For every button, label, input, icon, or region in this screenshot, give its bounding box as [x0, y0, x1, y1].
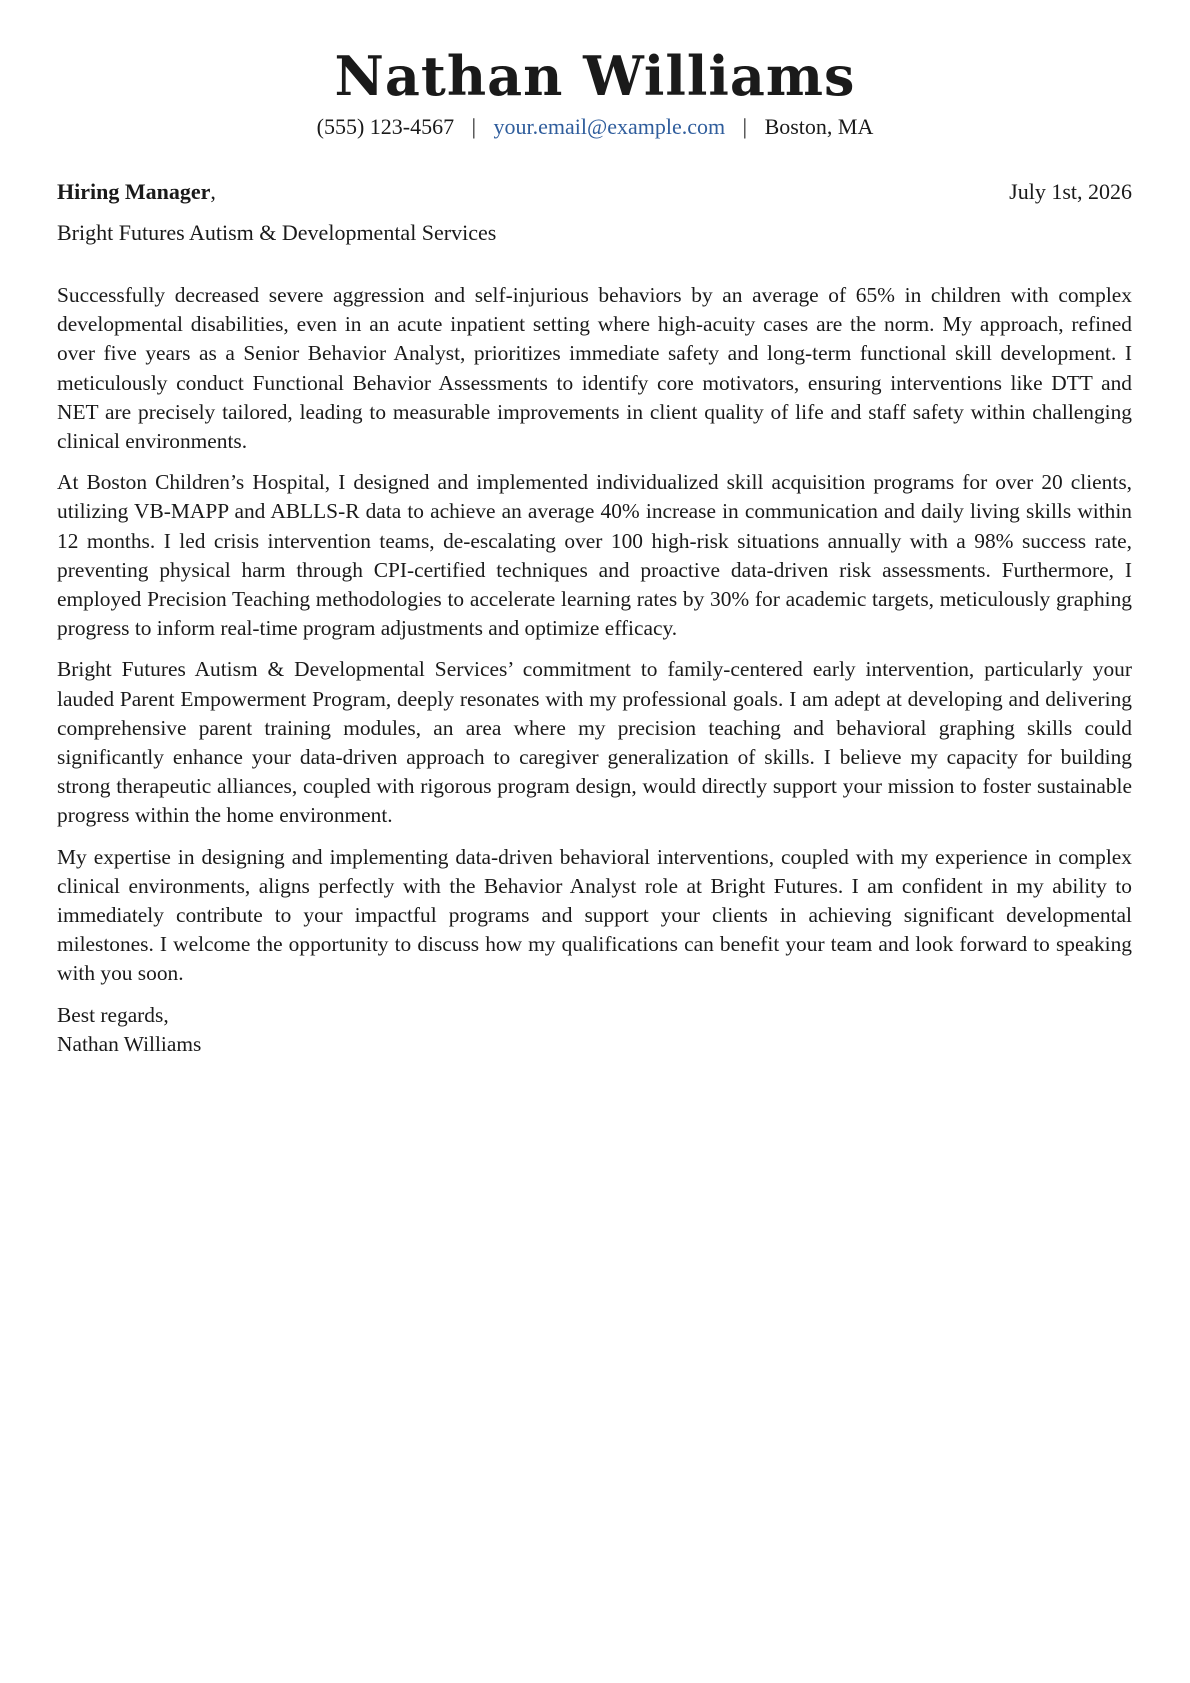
body-paragraph: Successfully decreased severe aggression and self-injurious behaviors by an average of 65% in children with complex developmental disabilities, even in an acute inpatient setting where high-acuity cases are the norm. My approach, refined over five years as a Senior Behavior Analyst, prioritizes immediate safety and long-term functional skill development. I meticulously conduct Functional Behavior Assessments to identify core motivators, ensuring interventions like DTT and NET are precisely tailored, leading to measurable improvements in client quality of life and staff safety within challenging clinical environments.: [57, 283, 1132, 454]
letter-body: [57, 281, 1132, 1060]
company-name: Bright Futures Autism & Developmental Services: [57, 220, 497, 245]
greeting: [57, 177, 216, 207]
location: Boston, MA: [764, 114, 874, 139]
body-paragraph: At Boston Children’s Hospital, I designed and implemented individualized skill acquisition programs for over 20 clients, utilizing VB-MAPP and ABLLS-R data to achieve an average 40% increase in communication and daily living skills within 12 months. I led crisis intervention teams, de-escalating over 100 high-risk situations annually with a 98% success rate, preventing physical harm through CPI-certified techniques and proactive data-driven risk assessments. Furthermore, I employed Precision Teaching methodologies to accelerate learning rates by 30% for academic targets, meticulously graphing progress to inform real-time program adjustments and optimize efficacy.: [57, 470, 1132, 641]
closing-salutation: Best regards,: [57, 1002, 169, 1027]
letter-date: July 1st, 2026: [1009, 179, 1132, 204]
body-paragraph: Bright Futures Autism & Developmental Services’ commitment to family-centered early intervention, particularly your lauded Parent Empowerment Program, deeply resonates with my professional goals. I am adept at developing and delivering comprehensive parent training modules, an area where my precision teaching and behavioral graphing skills could significantly enhance your data-driven approach to caregiver generalization of skills. I believe my capacity for building strong therapeutic alliances, coupled with rigorous program design, would directly support your mission to foster sustainable progress within the home environment.: [57, 657, 1132, 828]
closing: [57, 1001, 1132, 1060]
contact-separator: |: [742, 114, 748, 139]
recipient-name: Hiring Manager: [57, 179, 211, 204]
phone-number: (555) 123-4567: [316, 114, 455, 139]
greeting-punctuation: ,: [210, 179, 216, 204]
body-paragraph: My expertise in designing and implementing data-driven behavioral interventions, coupled with my experience in complex clinical environments, aligns perfectly with the Behavior Analyst role at Bright Futures. I am confident in my ability to immediately contribute to your impactful programs and support your clients in achieving significant developmental milestones. I welcome the opportunity to discuss how my qualifications can benefit your team and look forward to speaking with you soon.: [57, 844, 1132, 986]
contact-line: [0, 112, 1190, 142]
signature-name: Nathan Williams: [57, 1032, 202, 1057]
applicant-name: Nathan Williams: [334, 44, 856, 108]
email-link[interactable]: your.email@example.com: [493, 114, 726, 139]
contact-separator: |: [471, 114, 477, 139]
